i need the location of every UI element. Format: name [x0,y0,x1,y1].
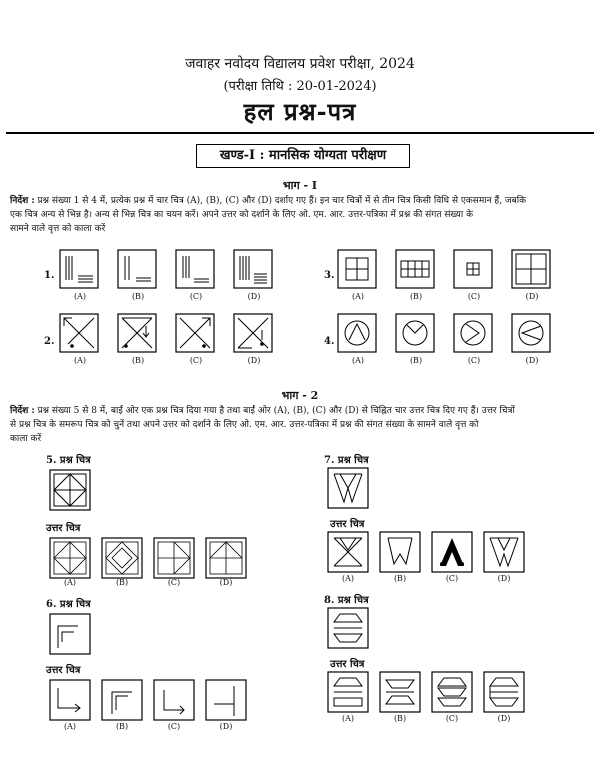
q4-label-a: (A) [351,356,365,365]
q1-label-d: (D) [247,292,261,301]
q3-number: 3. [324,270,335,281]
q2-figures [58,312,278,362]
q7-label-c: (C) [445,574,459,583]
q8-question-figure [326,606,376,656]
q1-option-b-figure [118,250,156,288]
q7-option-c-figure [432,532,472,572]
q3-label-b: (B) [409,292,423,301]
part2-dir-label: निर्देश : [10,406,35,416]
q5-label-a: (A) [63,578,77,587]
q2-option-a-figure [60,314,98,352]
q8-label-b: (B) [393,714,407,723]
q3-label-a: (A) [351,292,365,301]
header-divider [6,132,594,134]
q3-label-c: (C) [467,292,481,301]
q6-title: 6. प्रश्न चित्र [46,599,91,610]
q4-option-d-figure [512,314,550,352]
part2-dir-line1: प्रश्न संख्या 5 से 8 में, बाईं ओर एक प्रश्न चित्र दिया गया है तथा बाईं ओर (A), (B), (C) और (D) से चिह्नित चार उत्तर चित्र दिए गए हैं। उत्तर चित्रों [37,406,515,416]
part2-dir-line2: से प्रश्न चित्र के समरूप चित्र को चुनें तथा अपने उत्तर को दर्शाने के लिए ओ. एम. आर. उत्तर-पत्रिका में प्रश्न की संगत संख्या के सामने वाले वृत्त को [10,420,479,430]
q5-question-figure [48,468,98,518]
q3-figures [336,248,556,298]
q7-label-a: (A) [341,574,355,583]
q5-option-d-figure [206,538,246,578]
q5-option-a-figure [50,538,90,578]
q1-option-d-figure [234,250,272,288]
q8-option-b-figure [380,672,420,712]
part1-dir-line3: सामने वाले वृत्त को काला करें [10,224,106,234]
q5-label-b: (B) [115,578,129,587]
q5-option-c-figure [154,538,194,578]
q7-option-b-figure [380,532,420,572]
q7-title: 7. प्रश्न चित्र [324,455,369,466]
part1-dir-line2: एक चित्र अन्य से भिन्न है। अन्य से भिन्न चित्र का चयन करें। अपने उत्तर को दर्शाने के लिए ओ. एम. आर. उत्तर-पत्रिका में प्रश्न की संगत संख्या के [10,210,473,220]
part2-heading: भाग - 2 [281,389,319,402]
q4-label-c: (C) [467,356,481,365]
q2-option-d-figure [234,314,272,352]
q4-option-a-figure [338,314,376,352]
q1-label-c: (C) [189,292,203,301]
q6-question-figure [48,612,98,662]
q8-option-d-figure [484,672,524,712]
q1-option-c-figure [176,250,214,288]
q7-answer-label: उत्तर चित्र [330,519,365,530]
q7-label-d: (D) [497,574,511,583]
q5-label-d: (D) [219,578,233,587]
q4-number: 4. [324,336,335,347]
part1-heading: भाग - I [282,179,318,192]
q6-option-c-figure [154,680,194,720]
q6-option-d-figure [206,680,246,720]
exam-date: (परीक्षा तिथि : 20-01-2024) [223,79,377,94]
q2-number: 2. [44,336,55,347]
q8-title: 8. प्रश्न चित्र [324,595,369,606]
q7-answer-figures [326,530,556,580]
q1-number: 1. [44,270,55,281]
q3-option-a-figure [338,250,376,288]
q8-answer-figures [326,670,556,720]
q6-answer-label: उत्तर चित्र [46,665,81,676]
q1-label-a: (A) [73,292,87,301]
q4-label-d: (D) [525,356,539,365]
q4-figures [336,312,556,362]
q6-label-c: (C) [167,722,181,731]
section-title: खण्ड-I : मानसिक योग्यता परीक्षण [196,144,410,168]
q3-option-b-figure [396,250,434,288]
q8-option-c-figure [432,672,472,712]
q5-label-c: (C) [167,578,181,587]
q2-label-b: (B) [131,356,145,365]
q6-option-a-figure [50,680,90,720]
q5-title: 5. प्रश्न चित्र [46,455,91,466]
q4-label-b: (B) [409,356,423,365]
part1-directions [10,194,590,236]
part1-dir-line1: प्रश्न संख्या 1 से 4 में, प्रत्येक प्रश्न में चार चित्र (A), (B), (C) और (D) दर्शाए गए हैं। इन चार चित्रों में से तीन चित्र किसी विधि से एकसमान हैं, जबकि [37,196,526,206]
q7-option-a-figure [328,532,368,572]
q2-option-b-figure [118,314,156,352]
q8-label-a: (A) [341,714,355,723]
q8-label-c: (C) [445,714,459,723]
q5-option-b-figure [102,538,142,578]
q7-option-d-figure [484,532,524,572]
q7-label-b: (B) [393,574,407,583]
q8-option-a-figure [328,672,368,712]
part2-dir-line3: काला करें [10,434,42,444]
q2-label-c: (C) [189,356,203,365]
q6-answer-figures [48,678,278,728]
q3-option-c-figure [454,250,492,288]
part2-directions [10,404,590,446]
q5-answer-label: उत्तर चित्र [46,523,81,534]
q8-label-d: (D) [497,714,511,723]
q2-label-d: (D) [247,356,261,365]
q6-option-b-figure [102,680,142,720]
q2-label-a: (A) [73,356,87,365]
q4-option-b-figure [396,314,434,352]
q3-option-d-figure [512,250,550,288]
q3-label-d: (D) [525,292,539,301]
q1-option-a-figure [60,250,98,288]
q6-label-d: (D) [219,722,233,731]
paper-title: हल प्रश्न-पत्र [243,97,357,126]
q4-option-c-figure [454,314,492,352]
q6-label-a: (A) [63,722,77,731]
q6-label-b: (B) [115,722,129,731]
q2-option-c-figure [176,314,214,352]
exam-title: जवाहर नवोदय विद्यालय प्रवेश परीक्षा, 2024 [185,56,415,72]
q7-question-figure [326,466,376,516]
q8-answer-label: उत्तर चित्र [330,659,365,670]
q1-label-b: (B) [131,292,145,301]
part1-dir-label: निर्देश : [10,196,35,206]
